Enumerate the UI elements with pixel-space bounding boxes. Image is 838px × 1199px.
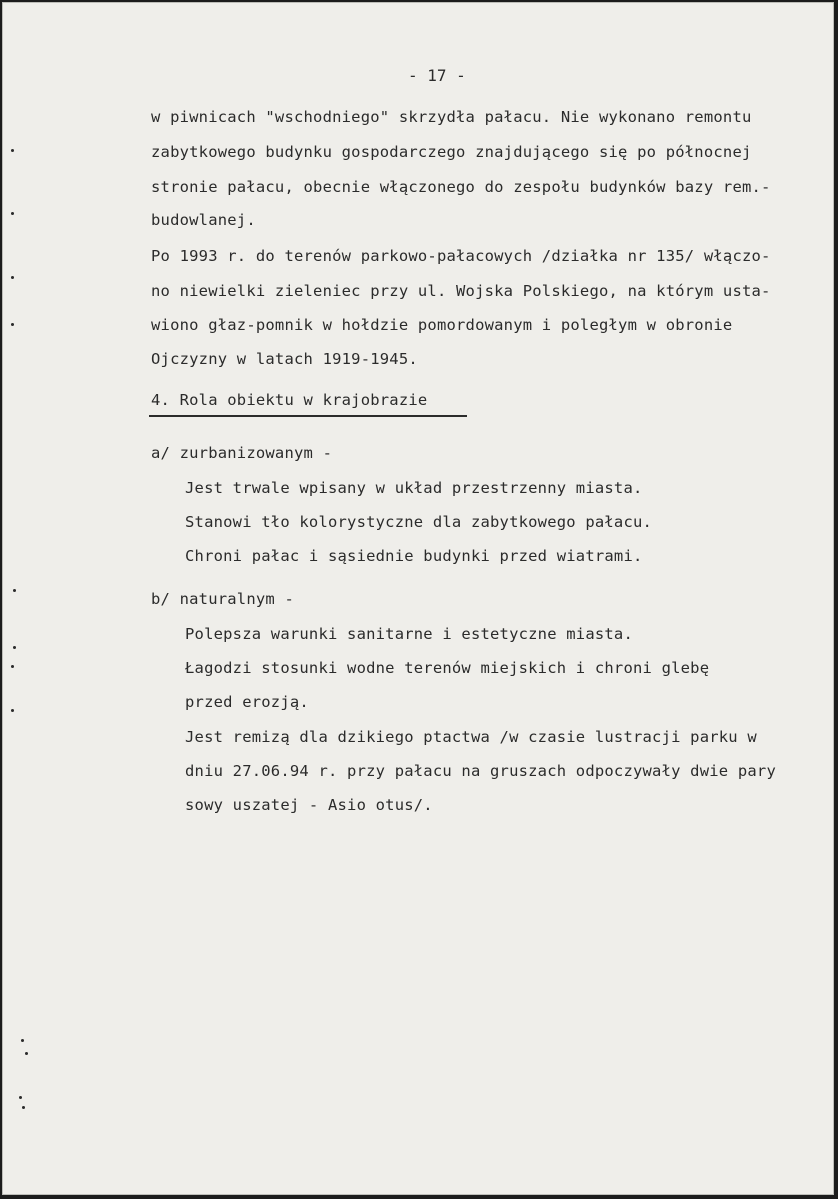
list-item: dniu 27.06.94 r. przy pałacu na gruszach odpoczywały dwie pary [185, 762, 776, 780]
binder-hole-mark [21, 1039, 24, 1042]
binder-hole-mark [11, 276, 14, 279]
document-page [2, 2, 834, 1195]
page-number: - 17 - [408, 66, 466, 85]
binder-hole-mark [19, 1096, 22, 1099]
section-b-label: b/ naturalnym - [151, 590, 294, 608]
binder-hole-mark [13, 646, 16, 649]
paragraph-line: Ojczyzny w latach 1919-1945. [151, 350, 418, 368]
list-item: sowy uszatej - Asio otus/. [185, 796, 433, 814]
section-heading: 4. Rola obiektu w krajobrazie [151, 391, 428, 409]
binder-hole-mark [11, 323, 14, 326]
binder-hole-mark [11, 709, 14, 712]
list-item: Jest remizą dla dzikiego ptactwa /w czasie lustracji parku w [185, 728, 757, 746]
paragraph-line: no niewielki zieleniec przy ul. Wojska Polskiego, na którym usta- [151, 282, 771, 300]
list-item: Stanowi tło kolorystyczne dla zabytkowego pałacu. [185, 513, 653, 531]
paragraph-line: w piwnicach "wschodniego" skrzydła pałacu. Nie wykonano remontu [151, 108, 752, 126]
heading-underline [149, 415, 467, 417]
list-item: Chroni pałac i sąsiednie budynki przed wiatrami. [185, 547, 643, 565]
binder-hole-mark [11, 212, 14, 215]
binder-hole-mark [22, 1106, 25, 1109]
paragraph-line: budowlanej. [151, 211, 256, 229]
binder-hole-mark [25, 1052, 28, 1055]
binder-hole-mark [13, 589, 16, 592]
paragraph-line: zabytkowego budynku gospodarczego znajdującego się po północnej [151, 143, 752, 161]
list-item: przed erozją. [185, 693, 309, 711]
list-item: Polepsza warunki sanitarne i estetyczne miasta. [185, 625, 633, 643]
binder-hole-mark [11, 149, 14, 152]
section-a-label: a/ zurbanizowanym - [151, 444, 333, 462]
list-item: Jest trwale wpisany w układ przestrzenny miasta. [185, 479, 643, 497]
paragraph-line: wiono głaz-pomnik w hołdzie pomordowanym i poległym w obronie [151, 316, 733, 334]
binder-hole-mark [11, 665, 14, 668]
paragraph-line: stronie pałacu, obecnie włączonego do zespołu budynków bazy rem.- [151, 178, 771, 196]
list-item: Łagodzi stosunki wodne terenów miejskich i chroni glebę [185, 659, 710, 677]
paragraph-line: Po 1993 r. do terenów parkowo-pałacowych /działka nr 135/ włączo- [151, 247, 771, 265]
